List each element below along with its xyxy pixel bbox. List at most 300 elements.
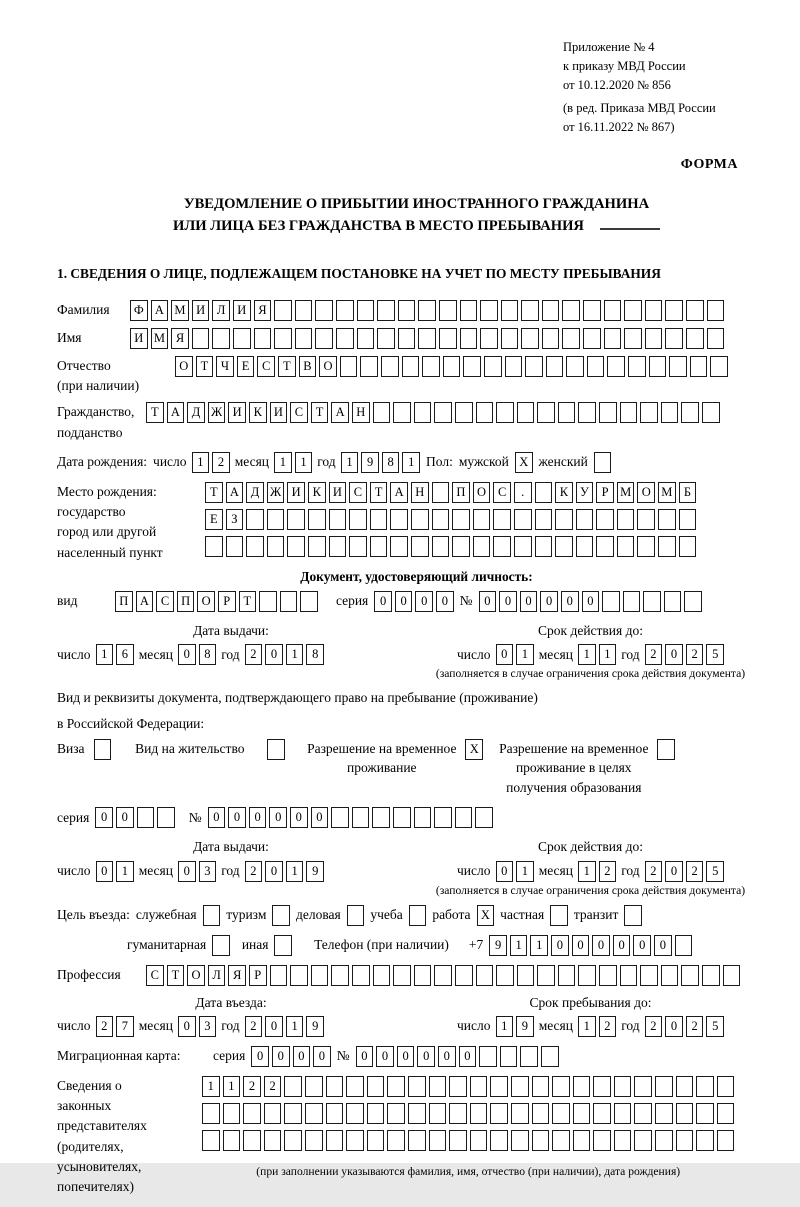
form-cell[interactable] [272, 905, 290, 926]
form-cell[interactable] [624, 300, 642, 321]
form-cell[interactable]: 0 [374, 591, 392, 612]
form-cell[interactable]: 0 [459, 1046, 477, 1067]
form-cell[interactable] [393, 807, 411, 828]
form-cell[interactable] [347, 905, 365, 926]
form-cell[interactable]: С [290, 402, 308, 423]
form-cell[interactable] [696, 1103, 714, 1124]
title-blank-field[interactable] [600, 228, 660, 230]
form-cell[interactable]: О [175, 356, 193, 377]
form-cell[interactable] [381, 356, 399, 377]
form-cell[interactable] [202, 1130, 220, 1151]
form-cell[interactable]: А [390, 482, 408, 503]
form-cell[interactable]: И [287, 482, 305, 503]
form-cell[interactable] [505, 356, 523, 377]
form-cell[interactable]: А [331, 402, 349, 423]
form-cell[interactable] [460, 300, 478, 321]
form-cell[interactable]: 1 [599, 644, 617, 665]
form-cell[interactable]: Д [187, 402, 205, 423]
form-cell[interactable] [550, 905, 568, 926]
form-cell[interactable] [352, 807, 370, 828]
form-cell[interactable]: Т [370, 482, 388, 503]
form-cell[interactable] [305, 1130, 323, 1151]
form-cell[interactable]: 0 [208, 807, 226, 828]
form-cell[interactable]: М [658, 482, 676, 503]
form-cell[interactable] [658, 509, 676, 530]
form-cell[interactable] [681, 965, 699, 986]
form-cell[interactable]: С [349, 482, 367, 503]
form-cell[interactable] [511, 1076, 529, 1097]
form-cell[interactable] [270, 965, 288, 986]
form-cell[interactable] [599, 965, 617, 986]
form-cell[interactable] [418, 328, 436, 349]
form-cell[interactable] [246, 509, 264, 530]
form-cell[interactable] [665, 300, 683, 321]
form-cell[interactable] [287, 536, 305, 557]
form-cell[interactable]: Т [239, 591, 257, 612]
form-cell[interactable]: К [308, 482, 326, 503]
form-cell[interactable]: Т [205, 482, 223, 503]
form-cell[interactable] [702, 965, 720, 986]
form-cell[interactable] [493, 509, 511, 530]
form-cell[interactable]: И [233, 300, 251, 321]
form-cell[interactable] [418, 300, 436, 321]
form-cell[interactable]: 0 [438, 1046, 456, 1067]
form-cell[interactable] [614, 1103, 632, 1124]
form-cell[interactable]: Б [679, 482, 697, 503]
form-cell[interactable]: М [171, 300, 189, 321]
form-cell[interactable] [496, 402, 514, 423]
form-cell[interactable] [434, 807, 452, 828]
form-cell[interactable] [398, 300, 416, 321]
form-cell[interactable] [623, 591, 641, 612]
form-cell[interactable] [496, 965, 514, 986]
form-cell[interactable]: 0 [417, 1046, 435, 1067]
form-cell[interactable] [696, 1130, 714, 1151]
form-cell[interactable] [422, 356, 440, 377]
form-cell[interactable] [387, 1076, 405, 1097]
form-cell[interactable]: 2 [212, 452, 230, 473]
form-cell[interactable] [336, 328, 354, 349]
form-cell[interactable]: Ж [267, 482, 285, 503]
form-cell[interactable] [233, 328, 251, 349]
form-cell[interactable]: 0 [265, 861, 283, 882]
form-cell[interactable] [287, 509, 305, 530]
form-cell[interactable] [645, 328, 663, 349]
form-cell[interactable] [393, 402, 411, 423]
form-cell[interactable] [305, 1076, 323, 1097]
form-cell[interactable] [573, 1103, 591, 1124]
form-cell[interactable]: З [226, 509, 244, 530]
form-cell[interactable] [460, 328, 478, 349]
form-cell[interactable] [490, 1130, 508, 1151]
form-cell[interactable] [367, 1130, 385, 1151]
form-cell[interactable]: 0 [178, 644, 196, 665]
form-cell[interactable]: 2 [245, 1016, 263, 1037]
form-cell[interactable] [493, 536, 511, 557]
form-cell[interactable]: 2 [243, 1076, 261, 1097]
form-cell[interactable] [555, 509, 573, 530]
form-cell[interactable]: 0 [613, 935, 631, 956]
form-cell[interactable] [596, 536, 614, 557]
form-cell[interactable] [414, 807, 432, 828]
form-cell[interactable] [390, 536, 408, 557]
form-cell[interactable] [432, 536, 450, 557]
form-cell[interactable] [594, 452, 612, 473]
form-cell[interactable]: Е [205, 509, 223, 530]
form-cell[interactable]: 1 [578, 1016, 596, 1037]
form-cell[interactable] [655, 1076, 673, 1097]
form-cell[interactable]: 0 [116, 807, 134, 828]
form-cell[interactable]: 0 [397, 1046, 415, 1067]
form-cell[interactable] [661, 965, 679, 986]
form-cell[interactable] [357, 328, 375, 349]
form-cell[interactable] [280, 591, 298, 612]
form-cell[interactable] [514, 536, 532, 557]
form-cell[interactable] [501, 328, 519, 349]
form-cell[interactable] [475, 807, 493, 828]
form-cell[interactable] [393, 965, 411, 986]
form-cell[interactable]: 3 [199, 861, 217, 882]
form-cell[interactable] [264, 1103, 282, 1124]
form-cell[interactable]: 9 [361, 452, 379, 473]
form-cell[interactable] [521, 328, 539, 349]
form-cell[interactable] [552, 1103, 570, 1124]
form-cell[interactable]: X [465, 739, 483, 760]
form-cell[interactable] [686, 328, 704, 349]
form-cell[interactable]: 0 [376, 1046, 394, 1067]
form-cell[interactable]: 1 [516, 861, 534, 882]
form-cell[interactable] [542, 328, 560, 349]
form-cell[interactable]: 0 [479, 591, 497, 612]
form-cell[interactable] [223, 1130, 241, 1151]
form-cell[interactable] [259, 591, 277, 612]
form-cell[interactable] [414, 965, 432, 986]
form-cell[interactable]: 0 [269, 807, 287, 828]
form-cell[interactable]: 0 [395, 591, 413, 612]
form-cell[interactable] [490, 1076, 508, 1097]
form-cell[interactable]: Т [311, 402, 329, 423]
form-cell[interactable]: В [299, 356, 317, 377]
form-cell[interactable] [315, 328, 333, 349]
form-cell[interactable] [398, 328, 416, 349]
form-cell[interactable] [284, 1103, 302, 1124]
form-cell[interactable]: О [187, 965, 205, 986]
form-cell[interactable]: Н [352, 402, 370, 423]
form-cell[interactable] [137, 807, 155, 828]
form-cell[interactable] [676, 1103, 694, 1124]
form-cell[interactable]: С [146, 965, 164, 986]
form-cell[interactable] [655, 1103, 673, 1124]
form-cell[interactable]: 0 [96, 861, 114, 882]
form-cell[interactable] [352, 965, 370, 986]
form-cell[interactable] [94, 739, 112, 760]
form-cell[interactable] [702, 402, 720, 423]
form-cell[interactable]: 2 [686, 861, 704, 882]
form-cell[interactable]: 2 [645, 1016, 663, 1037]
form-cell[interactable]: С [257, 356, 275, 377]
form-cell[interactable]: 0 [582, 591, 600, 612]
form-cell[interactable]: П [177, 591, 195, 612]
form-cell[interactable]: 0 [520, 591, 538, 612]
form-cell[interactable]: 6 [116, 644, 134, 665]
form-cell[interactable] [429, 1103, 447, 1124]
form-cell[interactable]: 0 [415, 591, 433, 612]
form-cell[interactable] [535, 509, 553, 530]
form-cell[interactable] [484, 356, 502, 377]
form-cell[interactable]: К [555, 482, 573, 503]
form-cell[interactable]: 0 [540, 591, 558, 612]
form-cell[interactable] [614, 1130, 632, 1151]
form-cell[interactable] [290, 965, 308, 986]
form-cell[interactable] [562, 300, 580, 321]
form-cell[interactable] [658, 536, 676, 557]
form-cell[interactable]: 2 [599, 1016, 617, 1037]
form-cell[interactable]: И [270, 402, 288, 423]
form-cell[interactable]: 1 [274, 452, 292, 473]
form-cell[interactable] [295, 300, 313, 321]
form-cell[interactable] [501, 300, 519, 321]
form-cell[interactable] [640, 402, 658, 423]
form-cell[interactable] [532, 1130, 550, 1151]
form-cell[interactable] [552, 1130, 570, 1151]
form-cell[interactable] [669, 356, 687, 377]
form-cell[interactable] [267, 739, 285, 760]
form-cell[interactable]: 0 [265, 644, 283, 665]
form-cell[interactable] [676, 1076, 694, 1097]
form-cell[interactable] [449, 1103, 467, 1124]
form-cell[interactable] [664, 591, 682, 612]
form-cell[interactable] [620, 965, 638, 986]
form-cell[interactable] [203, 905, 221, 926]
form-cell[interactable] [274, 300, 292, 321]
form-cell[interactable]: 2 [245, 861, 263, 882]
form-cell[interactable]: Р [596, 482, 614, 503]
form-cell[interactable] [480, 300, 498, 321]
form-cell[interactable]: 1 [295, 452, 313, 473]
form-cell[interactable] [473, 509, 491, 530]
form-cell[interactable] [387, 1130, 405, 1151]
form-cell[interactable] [402, 356, 420, 377]
form-cell[interactable]: Т [167, 965, 185, 986]
form-cell[interactable] [205, 536, 223, 557]
form-cell[interactable] [546, 356, 564, 377]
form-cell[interactable] [202, 1103, 220, 1124]
form-cell[interactable]: 8 [382, 452, 400, 473]
form-cell[interactable] [305, 1103, 323, 1124]
form-cell[interactable] [373, 965, 391, 986]
form-cell[interactable]: Я [254, 300, 272, 321]
form-cell[interactable] [157, 807, 175, 828]
form-cell[interactable] [212, 935, 230, 956]
form-cell[interactable] [717, 1103, 735, 1124]
form-cell[interactable] [517, 965, 535, 986]
form-cell[interactable]: 2 [645, 861, 663, 882]
form-cell[interactable] [357, 300, 375, 321]
form-cell[interactable] [370, 509, 388, 530]
form-cell[interactable] [470, 1130, 488, 1151]
form-cell[interactable] [455, 965, 473, 986]
form-cell[interactable] [212, 328, 230, 349]
form-cell[interactable]: 0 [551, 935, 569, 956]
form-cell[interactable]: И [192, 300, 210, 321]
form-cell[interactable] [690, 356, 708, 377]
form-cell[interactable] [349, 536, 367, 557]
form-cell[interactable]: 1 [530, 935, 548, 956]
form-cell[interactable] [593, 1103, 611, 1124]
form-cell[interactable]: Т [196, 356, 214, 377]
form-cell[interactable] [267, 509, 285, 530]
form-cell[interactable] [537, 402, 555, 423]
form-cell[interactable] [573, 1130, 591, 1151]
form-cell[interactable] [284, 1130, 302, 1151]
form-cell[interactable]: 9 [489, 935, 507, 956]
form-cell[interactable] [295, 328, 313, 349]
form-cell[interactable] [535, 482, 553, 503]
form-cell[interactable]: 0 [178, 1016, 196, 1037]
form-cell[interactable] [675, 935, 693, 956]
form-cell[interactable] [562, 328, 580, 349]
form-cell[interactable] [349, 509, 367, 530]
form-cell[interactable] [192, 328, 210, 349]
form-cell[interactable] [315, 300, 333, 321]
form-cell[interactable] [520, 1046, 538, 1067]
form-cell[interactable]: 0 [561, 591, 579, 612]
form-cell[interactable] [429, 1076, 447, 1097]
form-cell[interactable] [620, 402, 638, 423]
form-cell[interactable]: 9 [306, 861, 324, 882]
form-cell[interactable]: 0 [95, 807, 113, 828]
form-cell[interactable]: 0 [592, 935, 610, 956]
form-cell[interactable]: 1 [341, 452, 359, 473]
form-cell[interactable] [449, 1130, 467, 1151]
form-cell[interactable] [267, 536, 285, 557]
form-cell[interactable]: Р [218, 591, 236, 612]
form-cell[interactable]: М [151, 328, 169, 349]
form-cell[interactable]: О [197, 591, 215, 612]
form-cell[interactable] [525, 356, 543, 377]
form-cell[interactable] [308, 536, 326, 557]
form-cell[interactable]: Я [228, 965, 246, 986]
form-cell[interactable]: 3 [199, 1016, 217, 1037]
form-cell[interactable] [645, 300, 663, 321]
form-cell[interactable]: 0 [290, 807, 308, 828]
form-cell[interactable]: 0 [272, 1046, 290, 1067]
form-cell[interactable]: П [452, 482, 470, 503]
form-cell[interactable] [274, 328, 292, 349]
form-cell[interactable]: М [617, 482, 635, 503]
form-cell[interactable] [439, 300, 457, 321]
form-cell[interactable] [583, 300, 601, 321]
form-cell[interactable]: 7 [116, 1016, 134, 1037]
form-cell[interactable] [452, 509, 470, 530]
form-cell[interactable] [679, 509, 697, 530]
form-cell[interactable] [370, 536, 388, 557]
form-cell[interactable] [661, 402, 679, 423]
form-cell[interactable]: А [167, 402, 185, 423]
form-cell[interactable]: 2 [96, 1016, 114, 1037]
form-cell[interactable] [274, 935, 292, 956]
form-cell[interactable] [439, 328, 457, 349]
form-cell[interactable] [340, 356, 358, 377]
form-cell[interactable] [707, 300, 725, 321]
form-cell[interactable] [432, 482, 450, 503]
form-cell[interactable]: Р [249, 965, 267, 986]
form-cell[interactable]: 0 [665, 1016, 683, 1037]
form-cell[interactable] [476, 965, 494, 986]
form-cell[interactable] [634, 1103, 652, 1124]
form-cell[interactable]: 0 [633, 935, 651, 956]
form-cell[interactable] [676, 1130, 694, 1151]
form-cell[interactable]: Т [278, 356, 296, 377]
form-cell[interactable] [617, 536, 635, 557]
form-cell[interactable] [511, 1130, 529, 1151]
form-cell[interactable] [593, 1076, 611, 1097]
form-cell[interactable] [634, 1076, 652, 1097]
form-cell[interactable]: 2 [599, 861, 617, 882]
form-cell[interactable]: 9 [516, 1016, 534, 1037]
form-cell[interactable] [329, 509, 347, 530]
form-cell[interactable] [246, 536, 264, 557]
form-cell[interactable] [532, 1076, 550, 1097]
form-cell[interactable] [243, 1103, 261, 1124]
form-cell[interactable] [578, 402, 596, 423]
form-cell[interactable] [614, 1076, 632, 1097]
form-cell[interactable] [640, 965, 658, 986]
form-cell[interactable] [552, 1076, 570, 1097]
form-cell[interactable]: 0 [665, 861, 683, 882]
form-cell[interactable]: 0 [654, 935, 672, 956]
form-cell[interactable] [411, 536, 429, 557]
form-cell[interactable]: 1 [286, 644, 304, 665]
form-cell[interactable] [576, 536, 594, 557]
form-cell[interactable] [607, 356, 625, 377]
form-cell[interactable]: 1 [286, 1016, 304, 1037]
form-cell[interactable] [558, 402, 576, 423]
form-cell[interactable]: Ч [216, 356, 234, 377]
form-cell[interactable] [367, 1103, 385, 1124]
form-cell[interactable] [686, 300, 704, 321]
form-cell[interactable] [408, 1103, 426, 1124]
form-cell[interactable] [264, 1130, 282, 1151]
form-cell[interactable] [573, 1076, 591, 1097]
form-cell[interactable] [432, 509, 450, 530]
form-cell[interactable]: 0 [311, 807, 329, 828]
form-cell[interactable] [434, 402, 452, 423]
form-cell[interactable]: 0 [228, 807, 246, 828]
form-cell[interactable]: А [151, 300, 169, 321]
form-cell[interactable] [542, 300, 560, 321]
form-cell[interactable] [473, 536, 491, 557]
form-cell[interactable] [558, 965, 576, 986]
form-cell[interactable] [604, 328, 622, 349]
form-cell[interactable]: Е [237, 356, 255, 377]
form-cell[interactable]: О [319, 356, 337, 377]
form-cell[interactable] [414, 402, 432, 423]
form-cell[interactable]: 0 [249, 807, 267, 828]
form-cell[interactable] [679, 536, 697, 557]
form-cell[interactable]: 0 [178, 861, 196, 882]
form-cell[interactable] [329, 536, 347, 557]
form-cell[interactable]: 0 [572, 935, 590, 956]
form-cell[interactable]: 1 [578, 861, 596, 882]
form-cell[interactable] [593, 1130, 611, 1151]
form-cell[interactable] [604, 300, 622, 321]
form-cell[interactable] [649, 356, 667, 377]
form-cell[interactable]: X [515, 452, 533, 473]
form-cell[interactable] [637, 536, 655, 557]
form-cell[interactable] [411, 509, 429, 530]
form-cell[interactable] [684, 591, 702, 612]
